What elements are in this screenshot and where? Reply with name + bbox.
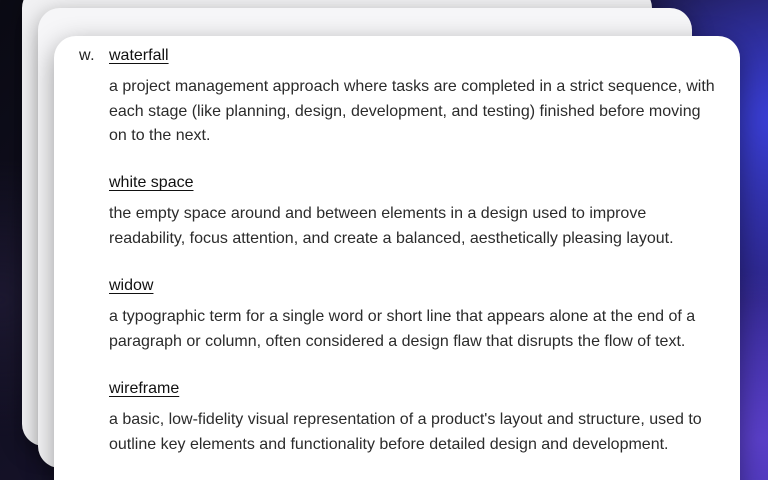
glossary-entry-widow [109, 276, 719, 354]
term-wireframe: wireframe [109, 380, 180, 397]
term-widow: widow [109, 277, 154, 294]
glossary-entry-waterfall [109, 46, 719, 149]
glossary-entry-white-space [109, 173, 719, 251]
definition-wireframe: a basic, low-fidelity visual representation of a product's layout and structure, used to outline key elements and functionality before detailed design and development. [109, 411, 702, 453]
definition-waterfall: a project management approach where tasks are completed in a strict sequence, with each stage (like planning, design, development, and testing) finished before moving on to the next. [109, 78, 715, 144]
term-white-space: white space [109, 174, 194, 191]
term-waterfall: waterfall [109, 47, 169, 64]
definition-white-space: the empty space around and between elements in a design used to improve readability, focus attention, and create a balanced, aesthetically pleasing layout. [109, 205, 674, 247]
section-letter: w. [79, 47, 96, 64]
glossary-entry-wireframe [109, 379, 719, 457]
definition-widow: a typographic term for a single word or short line that appears alone at the end of a paragraph or column, often considered a design flaw that disrupts the flow of text. [109, 308, 696, 350]
